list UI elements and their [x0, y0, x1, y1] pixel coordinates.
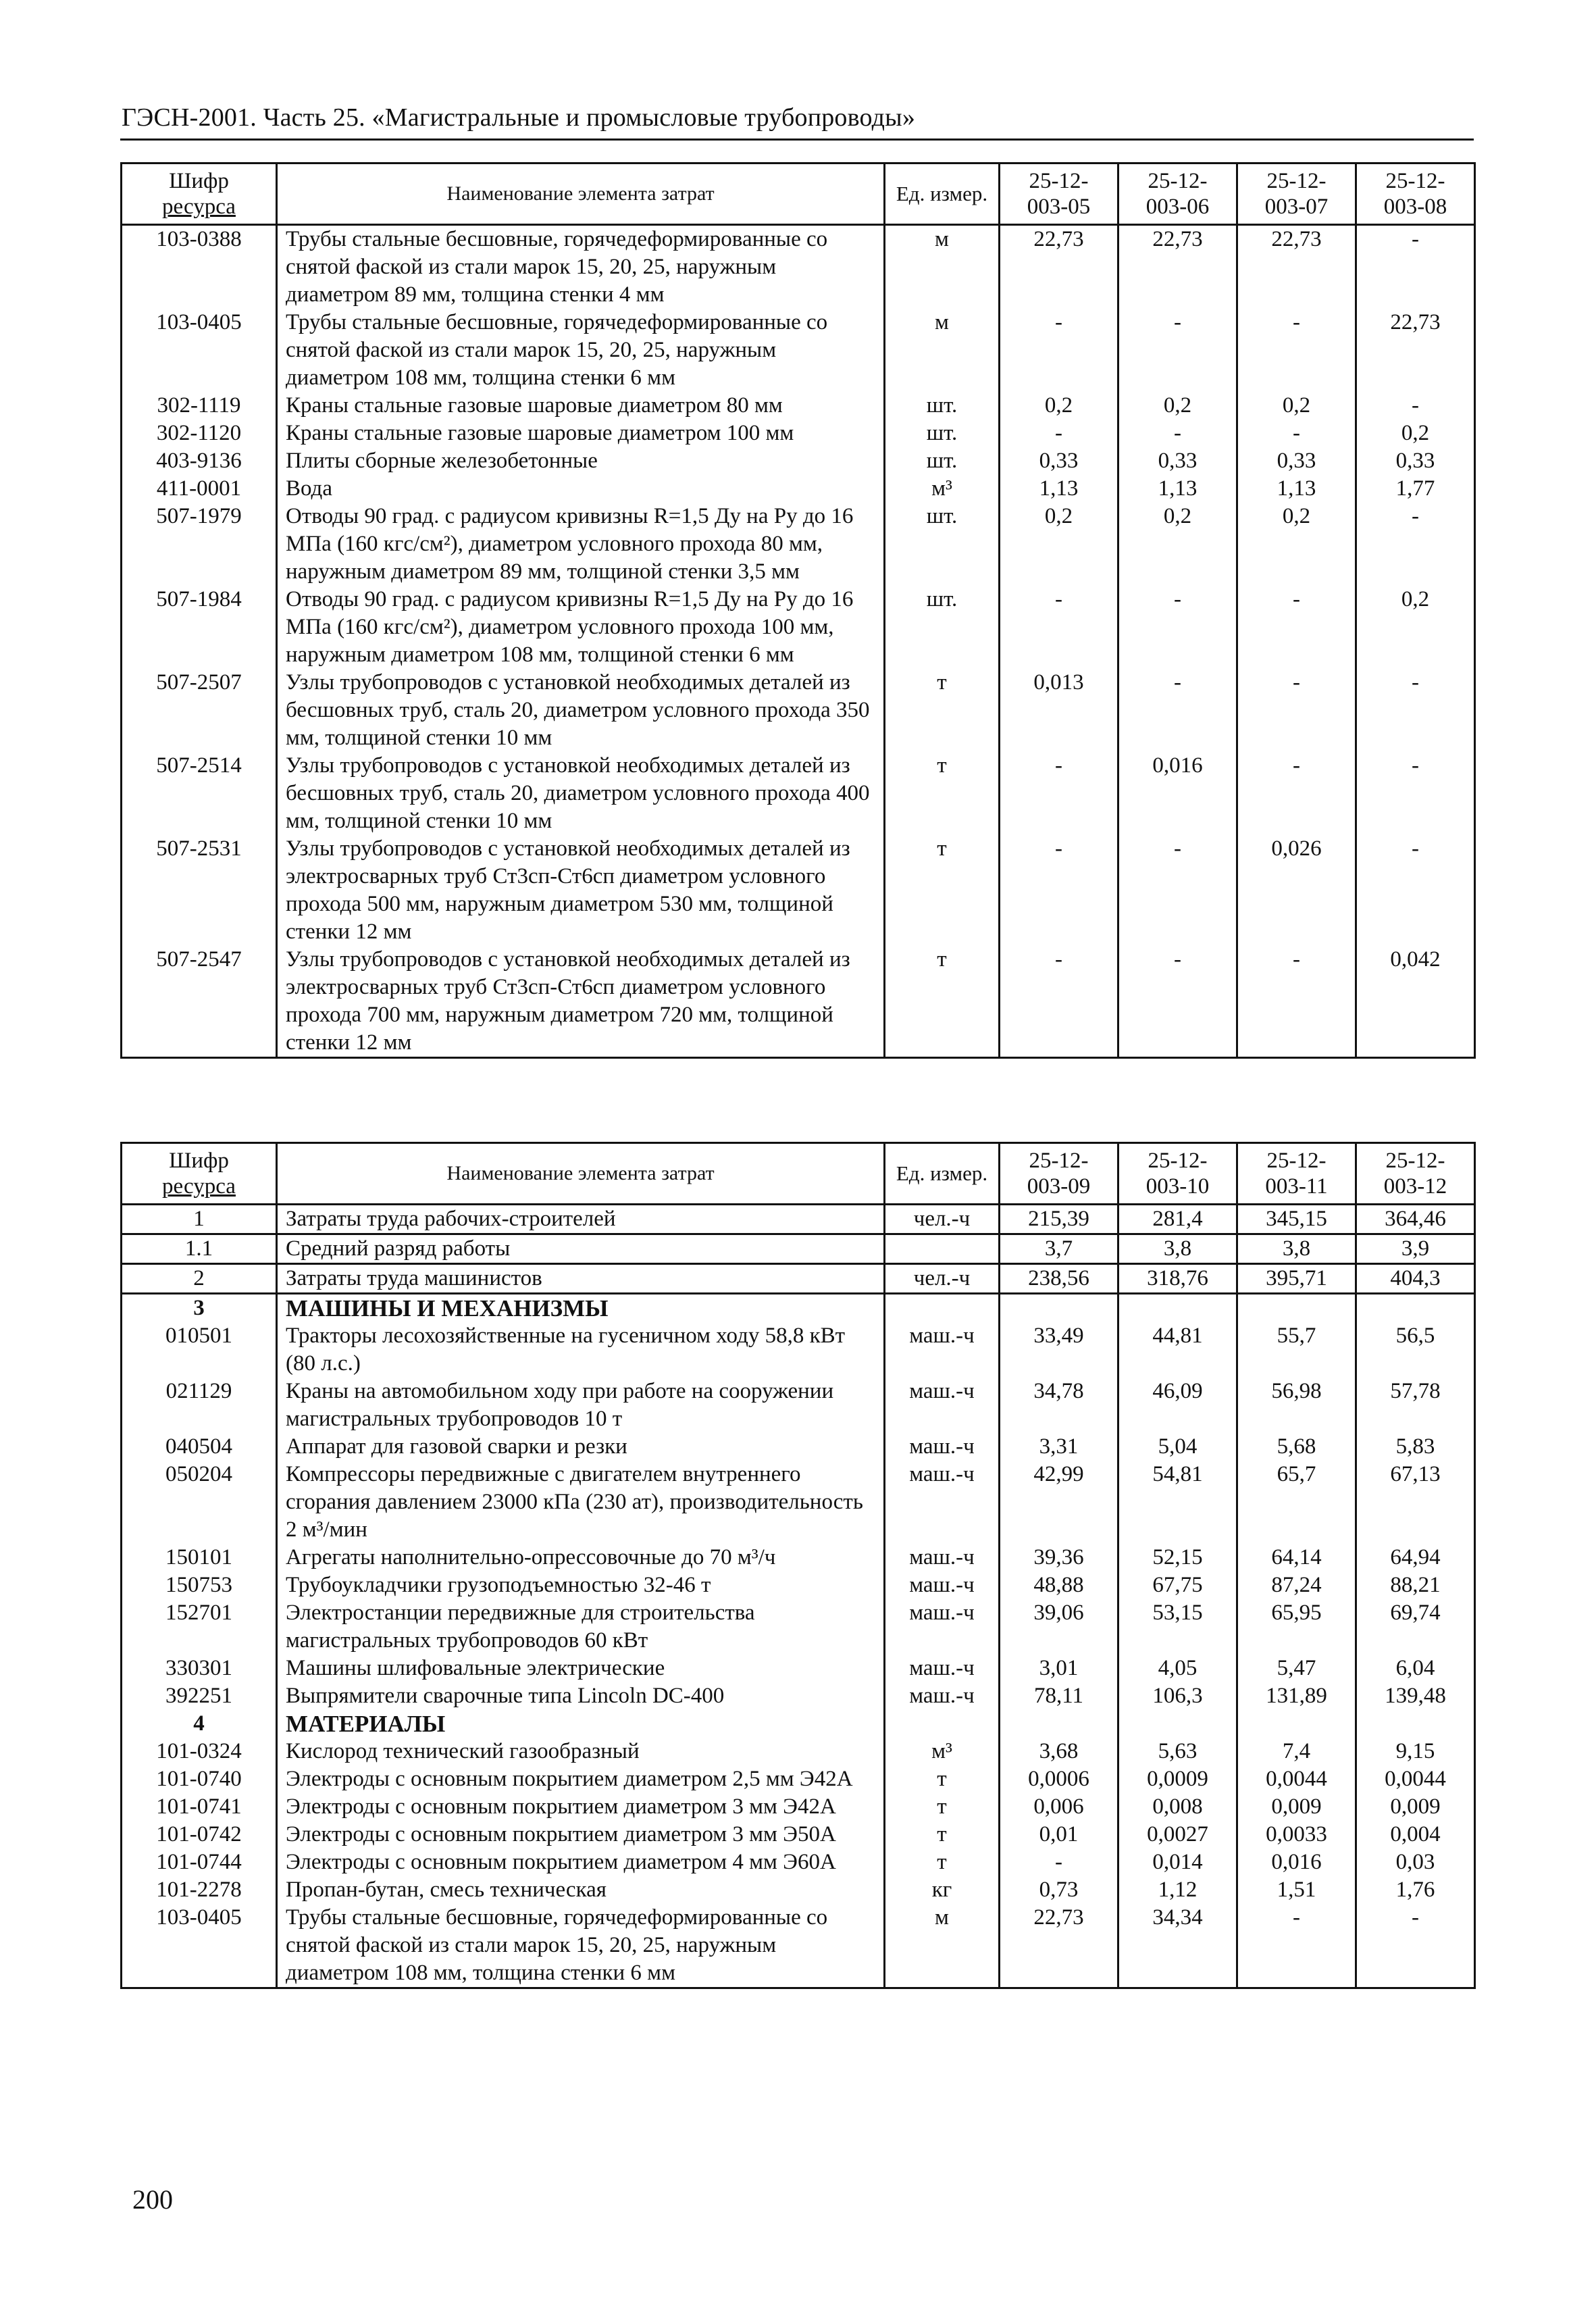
unit-cell: м — [885, 225, 1000, 309]
table-row — [122, 1571, 1475, 1599]
resource-code-cell: 101-0741 — [122, 1793, 277, 1821]
resource-name-cell: Выпрямители сварочные типа Lincoln DC-400 — [277, 1682, 885, 1710]
resource-code-cell: 302-1120 — [122, 420, 277, 447]
resource-code-cell: 411-0001 — [122, 475, 277, 503]
unit-cell: м — [885, 309, 1000, 392]
rate-value-cell: - — [1118, 669, 1237, 752]
resource-name-cell: Краны на автомобильном ходу при работе на сооружении магистральных трубопроводов 10 т — [277, 1378, 885, 1433]
rate-value-cell: 1,51 — [1237, 1876, 1356, 1904]
resource-code-cell: 403-9136 — [122, 447, 277, 475]
page-title: ГЭСН-2001. Часть 25. «Магистральные и промысловые трубопроводы» — [122, 103, 916, 132]
rate-value-cell: - — [1118, 586, 1237, 669]
table-row — [122, 503, 1475, 586]
rate-value-cell — [1118, 1710, 1237, 1738]
rate-value-cell: 46,09 — [1118, 1378, 1237, 1433]
rate-value-cell: 0,2 — [1000, 503, 1118, 586]
rate-value-cell: 0,73 — [1000, 1876, 1118, 1904]
resource-code-cell: 152701 — [122, 1599, 277, 1655]
unit-cell: кг — [885, 1876, 1000, 1904]
rate-value-cell: 0,013 — [1000, 669, 1118, 752]
rate-value-cell: 65,7 — [1237, 1461, 1356, 1544]
resource-name-cell: Аппарат для газовой сварки и резки — [277, 1433, 885, 1461]
rate-value-cell: 22,73 — [1356, 309, 1475, 392]
unit-cell: шт. — [885, 392, 1000, 420]
rate-value-cell: - — [1237, 752, 1356, 835]
rate-value-cell: 106,3 — [1118, 1682, 1237, 1710]
column-header-rate: 25-12- 003-10 — [1118, 1143, 1237, 1205]
rate-value-cell: 44,81 — [1118, 1322, 1237, 1378]
resource-name-cell: Электроды с основным покрытием диаметром 2,5 мм Э42А — [277, 1765, 885, 1793]
rate-value-cell: 42,99 — [1000, 1461, 1118, 1544]
unit-cell — [885, 1710, 1000, 1738]
rate-value-cell: 139,48 — [1356, 1682, 1475, 1710]
column-header-unit: Ед. измер. — [885, 1143, 1000, 1205]
rate-value-cell: 364,46 — [1356, 1205, 1475, 1234]
rate-value-cell: - — [1237, 669, 1356, 752]
rate-value-cell: 0,2 — [1000, 392, 1118, 420]
table-row — [122, 1322, 1475, 1378]
column-header-code: Шифр ресурса — [122, 1143, 277, 1205]
table-row — [122, 1599, 1475, 1655]
resource-code-cell: 3 — [122, 1294, 277, 1323]
rate-value-cell: - — [1000, 586, 1118, 669]
unit-cell: т — [885, 1765, 1000, 1793]
rate-value-cell: 0,026 — [1237, 835, 1356, 946]
resource-name-cell: Узлы трубопроводов с установкой необходимых деталей из бесшовных труб, сталь 20, диаметром условного прохода 400 мм, толщиной стенки 10 мм — [277, 752, 885, 835]
resource-code-cell: 1 — [122, 1205, 277, 1234]
unit-cell: маш.-ч — [885, 1544, 1000, 1571]
unit-cell: т — [885, 1848, 1000, 1876]
rate-value-cell: 0,009 — [1237, 1793, 1356, 1821]
resource-code-cell: 103-0405 — [122, 309, 277, 392]
rate-value-cell: 22,73 — [1000, 1904, 1118, 1988]
column-header-code: Шифр ресурса — [122, 164, 277, 225]
table-row — [122, 1848, 1475, 1876]
rate-value-cell: 64,94 — [1356, 1544, 1475, 1571]
rate-value-cell: 39,36 — [1000, 1544, 1118, 1571]
rate-value-cell: 0,03 — [1356, 1848, 1475, 1876]
section-row — [122, 1710, 1475, 1738]
resource-name-cell: Плиты сборные железобетонные — [277, 447, 885, 475]
rate-value-cell: 1,13 — [1237, 475, 1356, 503]
unit-cell: м³ — [885, 1738, 1000, 1765]
unit-cell: т — [885, 669, 1000, 752]
table-row — [122, 1433, 1475, 1461]
rate-value-cell: - — [1356, 392, 1475, 420]
resource-code-cell: 103-0388 — [122, 225, 277, 309]
resource-name-cell: Электростанции передвижные для строительства магистральных трубопроводов 60 кВт — [277, 1599, 885, 1655]
rate-value-cell: - — [1000, 1848, 1118, 1876]
resource-name-cell: Кислород технический газообразный — [277, 1738, 885, 1765]
column-header-name: Наименование элемента затрат — [277, 164, 885, 225]
table-row — [122, 1738, 1475, 1765]
rate-value-cell: - — [1118, 420, 1237, 447]
rate-value-cell: 0,0044 — [1237, 1765, 1356, 1793]
resource-code-cell: 507-2547 — [122, 946, 277, 1058]
unit-cell: маш.-ч — [885, 1378, 1000, 1433]
table-row — [122, 1461, 1475, 1544]
rate-value-cell: 34,34 — [1118, 1904, 1237, 1988]
rate-value-cell: 3,01 — [1000, 1655, 1118, 1682]
rate-value-cell: - — [1237, 309, 1356, 392]
rate-value-cell: 3,9 — [1356, 1234, 1475, 1264]
rate-value-cell: 281,4 — [1118, 1205, 1237, 1234]
rate-value-cell: 345,15 — [1237, 1205, 1356, 1234]
rate-value-cell: 78,11 — [1000, 1682, 1118, 1710]
rate-value-cell: 3,8 — [1237, 1234, 1356, 1264]
resource-code-cell: 150101 — [122, 1544, 277, 1571]
rate-value-cell: 9,15 — [1356, 1738, 1475, 1765]
column-header-rate: 25-12- 003-09 — [1000, 1143, 1118, 1205]
resource-name-cell: Трубы стальные бесшовные, горячедеформированные со снятой фаской из стали марок 15, 20, 25, наружным диаметром 108 мм, толщина стенки 6 мм — [277, 1904, 885, 1988]
rate-value-cell: 57,78 — [1356, 1378, 1475, 1433]
table-row — [122, 1264, 1475, 1294]
unit-cell: маш.-ч — [885, 1433, 1000, 1461]
resource-name-cell: Отводы 90 град. с радиусом кривизны R=1,5 Ду на Ру до 16 МПа (160 кгс/см²), диаметром условного прохода 80 мм, наружным диаметром 89 мм, толщиной стенки 3,5 мм — [277, 503, 885, 586]
rate-value-cell: 56,98 — [1237, 1378, 1356, 1433]
unit-cell: чел.-ч — [885, 1205, 1000, 1234]
resource-code-cell: 101-0744 — [122, 1848, 277, 1876]
rate-value-cell: 5,68 — [1237, 1433, 1356, 1461]
rate-value-cell: 39,06 — [1000, 1599, 1118, 1655]
column-header-rate: 25-12- 003-05 — [1000, 164, 1118, 225]
page-number: 200 — [132, 2184, 173, 2215]
table-row — [122, 475, 1475, 503]
rate-value-cell: - — [1356, 1904, 1475, 1988]
table-header-row — [122, 164, 1475, 225]
unit-cell: т — [885, 1793, 1000, 1821]
resource-name-cell: Краны стальные газовые шаровые диаметром 100 мм — [277, 420, 885, 447]
rate-value-cell — [1356, 1294, 1475, 1323]
unit-cell — [885, 1234, 1000, 1264]
rate-value-cell: - — [1000, 309, 1118, 392]
table-body — [122, 225, 1475, 1058]
rate-value-cell: 0,0009 — [1118, 1765, 1237, 1793]
rate-value-cell: 22,73 — [1118, 225, 1237, 309]
rate-value-cell: 0,2 — [1118, 503, 1237, 586]
column-header-name: Наименование элемента затрат — [277, 1143, 885, 1205]
rate-value-cell: 65,95 — [1237, 1599, 1356, 1655]
resource-name-cell: Узлы трубопроводов с установкой необходимых деталей из электросварных труб Ст3сп-Ст6сп диаметром условного прохода 500 мм, наружным диаметром 530 мм, толщиной стенки 12 мм — [277, 835, 885, 946]
resource-name-cell: Электроды с основным покрытием диаметром 3 мм Э50А — [277, 1821, 885, 1848]
table-row — [122, 1904, 1475, 1988]
rate-value-cell: - — [1118, 835, 1237, 946]
resource-name-cell: Трубы стальные бесшовные, горячедеформированные со снятой фаской из стали марок 15, 20, 25, наружным диаметром 108 мм, толщина стенки 6 мм — [277, 309, 885, 392]
table-row — [122, 447, 1475, 475]
rate-value-cell: 55,7 — [1237, 1322, 1356, 1378]
table-row — [122, 1821, 1475, 1848]
resource-code-cell: 1.1 — [122, 1234, 277, 1264]
unit-cell: т — [885, 1821, 1000, 1848]
rate-value-cell: 87,24 — [1237, 1571, 1356, 1599]
resource-name-cell: Пропан-бутан, смесь техническая — [277, 1876, 885, 1904]
rate-value-cell: 0,016 — [1237, 1848, 1356, 1876]
resource-name-cell: Узлы трубопроводов с установкой необходимых деталей из бесшовных труб, сталь 20, диаметром условного прохода 350 мм, толщиной стенки 10 мм — [277, 669, 885, 752]
rate-value-cell: 56,5 — [1356, 1322, 1475, 1378]
resource-name-cell: Электроды с основным покрытием диаметром 3 мм Э42А — [277, 1793, 885, 1821]
rate-value-cell: 0,0006 — [1000, 1765, 1118, 1793]
resource-code-cell: 101-0740 — [122, 1765, 277, 1793]
rate-value-cell: 0,0027 — [1118, 1821, 1237, 1848]
table-row — [122, 835, 1475, 946]
column-header-rate: 25-12- 003-06 — [1118, 164, 1237, 225]
section-row — [122, 1294, 1475, 1323]
rate-value-cell — [1000, 1294, 1118, 1323]
resource-code-cell: 302-1119 — [122, 392, 277, 420]
resource-table-1 — [120, 162, 1476, 1059]
rate-value-cell: 0,33 — [1000, 447, 1118, 475]
resource-name-cell: Узлы трубопроводов с установкой необходимых деталей из электросварных труб Ст3сп-Ст6сп диаметром условного прохода 700 мм, наружным диаметром 720 мм, толщиной стенки 12 мм — [277, 946, 885, 1058]
rate-value-cell — [1237, 1294, 1356, 1323]
resource-name-cell: Агрегаты наполнительно-опрессовочные до 70 м³/ч — [277, 1544, 885, 1571]
unit-cell: м³ — [885, 475, 1000, 503]
unit-cell: м — [885, 1904, 1000, 1988]
rate-value-cell: - — [1000, 420, 1118, 447]
unit-cell: т — [885, 946, 1000, 1058]
resource-code-cell: 507-1979 — [122, 503, 277, 586]
rate-value-cell: 0,2 — [1356, 586, 1475, 669]
rate-value-cell: - — [1237, 946, 1356, 1058]
unit-cell: маш.-ч — [885, 1655, 1000, 1682]
rate-value-cell: 0,014 — [1118, 1848, 1237, 1876]
rate-value-cell: 1,13 — [1000, 475, 1118, 503]
resource-name-cell: Трубоукладчики грузоподъемностью 32-46 т — [277, 1571, 885, 1599]
rate-value-cell: 5,47 — [1237, 1655, 1356, 1682]
rate-value-cell: 0,2 — [1118, 392, 1237, 420]
resource-code-cell: 507-2507 — [122, 669, 277, 752]
rate-value-cell: 0,006 — [1000, 1793, 1118, 1821]
rate-value-cell: 1,77 — [1356, 475, 1475, 503]
resource-name-cell: Затраты труда рабочих-строителей — [277, 1205, 885, 1234]
resource-name-cell: МАТЕРИАЛЫ — [277, 1710, 885, 1738]
rate-value-cell: - — [1356, 669, 1475, 752]
unit-cell: маш.-ч — [885, 1322, 1000, 1378]
rate-value-cell — [1356, 1710, 1475, 1738]
rate-value-cell: 7,4 — [1237, 1738, 1356, 1765]
rate-value-cell: 395,71 — [1237, 1264, 1356, 1294]
resource-code-cell: 101-0324 — [122, 1738, 277, 1765]
table-body — [122, 1205, 1475, 1988]
resource-code-cell: 4 — [122, 1710, 277, 1738]
resource-code-cell: 507-2514 — [122, 752, 277, 835]
rate-value-cell: 0,33 — [1356, 447, 1475, 475]
rate-value-cell: 88,21 — [1356, 1571, 1475, 1599]
table-row — [122, 1876, 1475, 1904]
rate-value-cell: 318,76 — [1118, 1264, 1237, 1294]
rate-value-cell: 64,14 — [1237, 1544, 1356, 1571]
rate-value-cell: 5,04 — [1118, 1433, 1237, 1461]
unit-cell: маш.-ч — [885, 1571, 1000, 1599]
resource-name-cell: МАШИНЫ И МЕХАНИЗМЫ — [277, 1294, 885, 1323]
rate-value-cell: 0,0044 — [1356, 1765, 1475, 1793]
rate-value-cell: 3,68 — [1000, 1738, 1118, 1765]
table-row — [122, 309, 1475, 392]
table-row — [122, 586, 1475, 669]
rate-value-cell — [1118, 1294, 1237, 1323]
header-rule — [120, 139, 1474, 141]
column-header-rate: 25-12- 003-08 — [1356, 164, 1475, 225]
rate-value-cell: 0,33 — [1237, 447, 1356, 475]
table-row — [122, 752, 1475, 835]
table-row — [122, 420, 1475, 447]
table-row — [122, 1682, 1475, 1710]
table-row — [122, 1378, 1475, 1433]
rate-value-cell: 0,008 — [1118, 1793, 1237, 1821]
resource-code-cell: 103-0405 — [122, 1904, 277, 1988]
rate-value-cell: - — [1118, 309, 1237, 392]
rate-value-cell: 0,016 — [1118, 752, 1237, 835]
column-header-rate: 25-12- 003-07 — [1237, 164, 1356, 225]
rate-value-cell — [1237, 1710, 1356, 1738]
resource-name-cell: Компрессоры передвижные с двигателем внутреннего сгорания давлением 23000 кПа (230 ат), производительность 2 м³/мин — [277, 1461, 885, 1544]
rate-value-cell: 34,78 — [1000, 1378, 1118, 1433]
rate-value-cell: - — [1237, 586, 1356, 669]
resource-name-cell: Трубы стальные бесшовные, горячедеформированные со снятой фаской из стали марок 15, 20, 25, наружным диаметром 89 мм, толщина стенки 4 мм — [277, 225, 885, 309]
rate-value-cell: - — [1000, 946, 1118, 1058]
resource-code-cell: 101-0742 — [122, 1821, 277, 1848]
unit-cell: чел.-ч — [885, 1264, 1000, 1294]
column-header-rate: 25-12- 003-12 — [1356, 1143, 1475, 1205]
unit-cell: маш.-ч — [885, 1682, 1000, 1710]
resource-code-cell: 392251 — [122, 1682, 277, 1710]
table-row — [122, 1655, 1475, 1682]
rate-value-cell: 0,33 — [1118, 447, 1237, 475]
unit-cell: шт. — [885, 447, 1000, 475]
rate-value-cell: 3,7 — [1000, 1234, 1118, 1264]
table-row — [122, 225, 1475, 309]
rate-value-cell: 1,76 — [1356, 1876, 1475, 1904]
table-row — [122, 392, 1475, 420]
rate-value-cell: 0,2 — [1237, 392, 1356, 420]
resource-code-cell: 330301 — [122, 1655, 277, 1682]
rate-value-cell: 3,8 — [1118, 1234, 1237, 1264]
resource-code-cell: 507-2531 — [122, 835, 277, 946]
rate-value-cell: 0,01 — [1000, 1821, 1118, 1848]
rate-value-cell: 404,3 — [1356, 1264, 1475, 1294]
resource-code-cell: 150753 — [122, 1571, 277, 1599]
unit-cell: шт. — [885, 586, 1000, 669]
rate-value-cell: 215,39 — [1000, 1205, 1118, 1234]
table-row — [122, 946, 1475, 1058]
rate-value-cell: 0,0033 — [1237, 1821, 1356, 1848]
resource-name-cell: Вода — [277, 475, 885, 503]
rate-value-cell: - — [1000, 752, 1118, 835]
table-row — [122, 1234, 1475, 1264]
rate-value-cell: 5,63 — [1118, 1738, 1237, 1765]
rate-value-cell: 131,89 — [1237, 1682, 1356, 1710]
rate-value-cell: - — [1356, 225, 1475, 309]
column-header-rate: 25-12- 003-11 — [1237, 1143, 1356, 1205]
resource-code-cell: 101-2278 — [122, 1876, 277, 1904]
unit-cell: маш.-ч — [885, 1461, 1000, 1544]
resource-code-cell: 507-1984 — [122, 586, 277, 669]
rate-value-cell: 0,042 — [1356, 946, 1475, 1058]
resource-code-cell: 050204 — [122, 1461, 277, 1544]
table-row — [122, 1205, 1475, 1234]
rate-value-cell: 22,73 — [1237, 225, 1356, 309]
rate-value-cell: - — [1237, 1904, 1356, 1988]
rate-value-cell: 3,31 — [1000, 1433, 1118, 1461]
rate-value-cell: 22,73 — [1000, 225, 1118, 309]
rate-value-cell: 238,56 — [1000, 1264, 1118, 1294]
unit-cell: т — [885, 835, 1000, 946]
rate-value-cell: 48,88 — [1000, 1571, 1118, 1599]
rate-value-cell: 1,12 — [1118, 1876, 1237, 1904]
rate-value-cell: 69,74 — [1356, 1599, 1475, 1655]
rate-value-cell: - — [1356, 503, 1475, 586]
resource-name-cell: Краны стальные газовые шаровые диаметром 80 мм — [277, 392, 885, 420]
unit-cell: шт. — [885, 503, 1000, 586]
table-row — [122, 669, 1475, 752]
table-row — [122, 1544, 1475, 1571]
unit-cell: т — [885, 752, 1000, 835]
rate-value-cell — [1000, 1710, 1118, 1738]
unit-cell: шт. — [885, 420, 1000, 447]
rate-value-cell: 0,009 — [1356, 1793, 1475, 1821]
resource-code-cell: 2 — [122, 1264, 277, 1294]
rate-value-cell: 53,15 — [1118, 1599, 1237, 1655]
table-header-row — [122, 1143, 1475, 1205]
resource-name-cell: Средний разряд работы — [277, 1234, 885, 1264]
resource-code-cell: 021129 — [122, 1378, 277, 1433]
resource-name-cell: Электроды с основным покрытием диаметром 4 мм Э60А — [277, 1848, 885, 1876]
unit-cell: маш.-ч — [885, 1599, 1000, 1655]
rate-value-cell: - — [1356, 752, 1475, 835]
rate-value-cell: 67,75 — [1118, 1571, 1237, 1599]
rate-value-cell: 0,004 — [1356, 1821, 1475, 1848]
rate-value-cell: 52,15 — [1118, 1544, 1237, 1571]
rate-value-cell: 1,13 — [1118, 475, 1237, 503]
rate-value-cell: 6,04 — [1356, 1655, 1475, 1682]
rate-value-cell: 0,2 — [1237, 503, 1356, 586]
rate-value-cell: 0,2 — [1356, 420, 1475, 447]
table-row — [122, 1765, 1475, 1793]
resource-name-cell: Машины шлифовальные электрические — [277, 1655, 885, 1682]
column-header-unit: Ед. измер. — [885, 164, 1000, 225]
rate-value-cell: - — [1118, 946, 1237, 1058]
rate-value-cell: - — [1000, 835, 1118, 946]
resource-code-cell: 010501 — [122, 1322, 277, 1378]
resource-table-2 — [120, 1142, 1476, 1989]
resource-code-cell: 040504 — [122, 1433, 277, 1461]
unit-cell — [885, 1294, 1000, 1323]
rate-value-cell: 67,13 — [1356, 1461, 1475, 1544]
resource-name-cell: Затраты труда машинистов — [277, 1264, 885, 1294]
rate-value-cell: 54,81 — [1118, 1461, 1237, 1544]
resource-name-cell: Тракторы лесохозяйственные на гусеничном ходу 58,8 кВт (80 л.с.) — [277, 1322, 885, 1378]
rate-value-cell: - — [1237, 420, 1356, 447]
table-row — [122, 1793, 1475, 1821]
rate-value-cell: - — [1356, 835, 1475, 946]
rate-value-cell: 5,83 — [1356, 1433, 1475, 1461]
rate-value-cell: 4,05 — [1118, 1655, 1237, 1682]
rate-value-cell: 33,49 — [1000, 1322, 1118, 1378]
resource-name-cell: Отводы 90 град. с радиусом кривизны R=1,5 Ду на Ру до 16 МПа (160 кгс/см²), диаметром условного прохода 100 мм, наружным диаметром 108 мм, толщиной стенки 6 мм — [277, 586, 885, 669]
